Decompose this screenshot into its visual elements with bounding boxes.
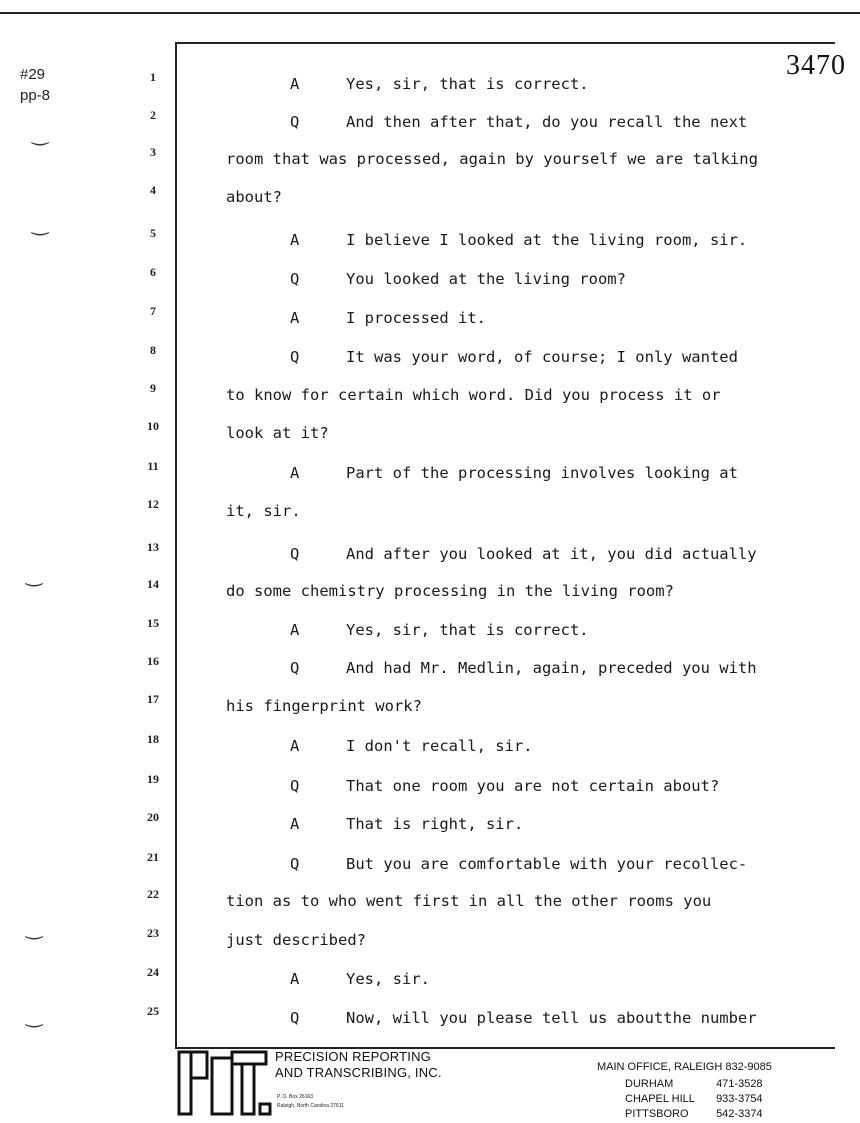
line-number: 9 — [150, 381, 156, 395]
line-text: And then after that, do you recall the next — [346, 113, 748, 131]
office-name: MAIN OFFICE, RALEIGH — [597, 1061, 723, 1073]
speaker-label: Q — [290, 545, 300, 563]
line-text: his fingerprint work? — [226, 697, 422, 715]
line-number: 11 — [147, 459, 159, 473]
transcript-line — [290, 970, 430, 988]
transcript-line — [226, 150, 758, 168]
office-phone: 542-3374 — [716, 1108, 763, 1120]
margin-mark: ‿ — [32, 124, 49, 146]
speaker-label: A — [290, 737, 300, 755]
speaker-label: Q — [290, 1009, 300, 1027]
line-number: 21 — [147, 850, 159, 864]
line-number: 8 — [150, 343, 156, 357]
speaker-label: Q — [290, 659, 300, 677]
speaker-label: A — [290, 309, 300, 327]
line-text: I believe I looked at the living room, sir. — [346, 231, 748, 249]
line-text: Yes, sir, that is correct. — [346, 621, 589, 639]
firm-address-city: Raleigh, North Carolina 27611 — [277, 1103, 344, 1109]
firm-address-box: P. O. Box 26163 — [277, 1094, 314, 1100]
line-number: 17 — [147, 692, 159, 706]
line-text: Yes, sir, that is correct. — [346, 75, 589, 93]
speaker-label: Q — [290, 270, 300, 288]
transcript-line — [226, 892, 711, 910]
speaker-label: Q — [290, 777, 300, 795]
transcript-line — [226, 582, 674, 600]
transcript-line — [290, 621, 589, 639]
exhibit-number: #29 — [20, 66, 46, 83]
line-text: Now, will you please tell us aboutthe number — [346, 1009, 757, 1027]
line-text: And had Mr. Medlin, again, preceded you with — [346, 659, 757, 677]
transcript-line — [290, 309, 486, 327]
transcript-line — [290, 777, 719, 795]
speaker-label: A — [290, 75, 300, 93]
speaker-label: A — [290, 231, 300, 249]
office-name: DURHAM — [625, 1078, 674, 1090]
line-number: 2 — [150, 108, 156, 122]
transcript-line — [226, 424, 329, 442]
line-text: That is right, sir. — [346, 815, 524, 833]
transcript-line — [290, 464, 738, 482]
line-number: 24 — [147, 965, 159, 979]
line-text: do some chemistry processing in the living room? — [226, 582, 674, 600]
firm-name-line1: PRECISION REPORTING — [275, 1049, 431, 1064]
line-number: 20 — [147, 810, 159, 824]
transcript-line — [290, 348, 738, 366]
line-text: But you are comfortable with your recollec- — [346, 855, 748, 873]
speaker-label: A — [290, 621, 300, 639]
transcript-line — [290, 75, 589, 93]
line-number: 22 — [147, 887, 159, 901]
office-name: CHAPEL HILL — [625, 1093, 695, 1105]
line-number: 18 — [147, 732, 159, 746]
transcript-line — [290, 659, 757, 677]
line-number: 10 — [147, 419, 159, 433]
office-main — [597, 1061, 772, 1073]
speaker-label: Q — [290, 113, 300, 131]
line-text: I don't recall, sir. — [346, 737, 533, 755]
line-number: 23 — [147, 926, 159, 940]
firm-name-line2: AND TRANSCRIBING, INC. — [275, 1065, 442, 1080]
line-text: tion as to who went first in all the other rooms you — [226, 892, 712, 910]
speaker-label: A — [290, 815, 300, 833]
transcript-line — [290, 545, 757, 563]
line-text: Part of the processing involves looking at — [346, 464, 738, 482]
line-text: to know for certain which word. Did you process it or — [226, 386, 721, 404]
office-pittsboro — [625, 1108, 763, 1120]
line-text: room that was processed, again by yourself we are talking — [226, 150, 758, 168]
line-text: Yes, sir. — [346, 970, 430, 988]
top-rule — [0, 12, 860, 14]
line-number: 1 — [150, 70, 156, 84]
line-number: 4 — [150, 183, 156, 197]
line-number: 12 — [147, 497, 159, 511]
transcript-line — [290, 113, 747, 131]
line-number: 6 — [150, 265, 156, 279]
line-number: 7 — [150, 304, 156, 318]
transcript-line — [226, 188, 282, 206]
transcript-line — [226, 502, 301, 520]
speaker-label: Q — [290, 855, 300, 873]
office-phone: 832-9085 — [725, 1061, 772, 1073]
line-number: 19 — [147, 772, 159, 786]
line-number: 15 — [147, 616, 159, 630]
transcript-line — [290, 815, 523, 833]
margin-mark: ‿ — [26, 1006, 43, 1028]
page-range: pp-8 — [20, 87, 51, 104]
line-text: it, sir. — [226, 502, 301, 520]
line-number: 16 — [147, 654, 159, 668]
transcript-line — [290, 1009, 757, 1027]
office-name: PITTSBORO — [625, 1108, 689, 1120]
line-text: look at it? — [226, 424, 329, 442]
line-text: You looked at the living room? — [346, 270, 626, 288]
margin-mark: ‿ — [32, 214, 49, 236]
transcript-line — [290, 270, 626, 288]
line-text: about? — [226, 188, 282, 206]
speaker-label: A — [290, 970, 300, 988]
speaker-label: A — [290, 464, 300, 482]
line-text: I processed it. — [346, 309, 486, 327]
line-number: 25 — [147, 1004, 159, 1018]
transcript-line — [290, 231, 747, 249]
line-number: 5 — [150, 226, 156, 240]
transcript-line — [290, 855, 747, 873]
line-text: And after you looked at it, you did actually — [346, 545, 757, 563]
transcript-line — [226, 931, 366, 949]
line-number: 14 — [147, 577, 159, 591]
transcript-line — [226, 697, 422, 715]
line-number: 13 — [147, 540, 159, 554]
transcript-line — [290, 737, 533, 755]
transcript-line — [226, 386, 721, 404]
margin-mark: ‿ — [26, 565, 43, 587]
pt-logo — [176, 1048, 272, 1118]
office-phone: 471-3528 — [716, 1078, 763, 1090]
line-text: That one room you are not certain about? — [346, 777, 720, 795]
line-number: 3 — [150, 145, 156, 159]
office-durham — [625, 1078, 763, 1090]
page-number: 3470 — [786, 50, 846, 81]
office-chapel-hill — [625, 1093, 763, 1105]
margin-mark: ‿ — [26, 918, 43, 940]
line-text: It was your word, of course; I only wanted — [346, 348, 738, 366]
speaker-label: Q — [290, 348, 300, 366]
office-phone: 933-3754 — [716, 1093, 763, 1105]
line-text: just described? — [226, 931, 366, 949]
